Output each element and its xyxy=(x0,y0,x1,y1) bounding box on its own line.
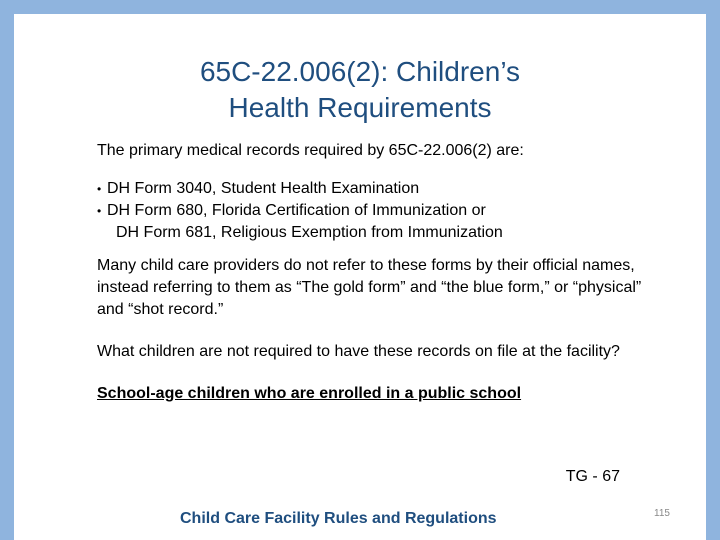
question-text: What children are not required to have these records on file at the facility? xyxy=(97,343,620,360)
bullet-glyph: • xyxy=(97,204,102,218)
slide-title xyxy=(14,54,706,126)
footer-text: Child Care Facility Rules and Regulations xyxy=(180,510,497,527)
title-line-1: 65C-22.006(2): Children’s xyxy=(199,56,521,87)
slide-body xyxy=(97,140,657,405)
list-item xyxy=(97,178,657,200)
list-item xyxy=(97,200,657,244)
list-item-text: DH Form 3040, Student Health Examination xyxy=(107,180,420,197)
title-line-2: Health Requirements xyxy=(228,92,492,123)
trainer-guide-ref: TG - 67 xyxy=(565,468,620,485)
list-item-continuation: DH Form 681, Religious Exemption from Immunization xyxy=(116,224,503,241)
forms-explanation: Many child care providers do not refer to these forms by their official names, instead referring to them as “The gold form” and “the blue form,” or “physical” and “shot record.” xyxy=(97,257,642,318)
intro-text: The primary medical records required by 65C-22.006(2) are: xyxy=(97,142,524,159)
list-item-text: DH Form 680, Florida Certification of Immunization or xyxy=(107,202,486,219)
forms-list xyxy=(97,178,657,244)
slide xyxy=(14,14,706,540)
answer-text: School-age children who are enrolled in a public school xyxy=(97,385,522,402)
bullet-glyph: • xyxy=(97,182,102,196)
page-number: 115 xyxy=(654,508,670,519)
